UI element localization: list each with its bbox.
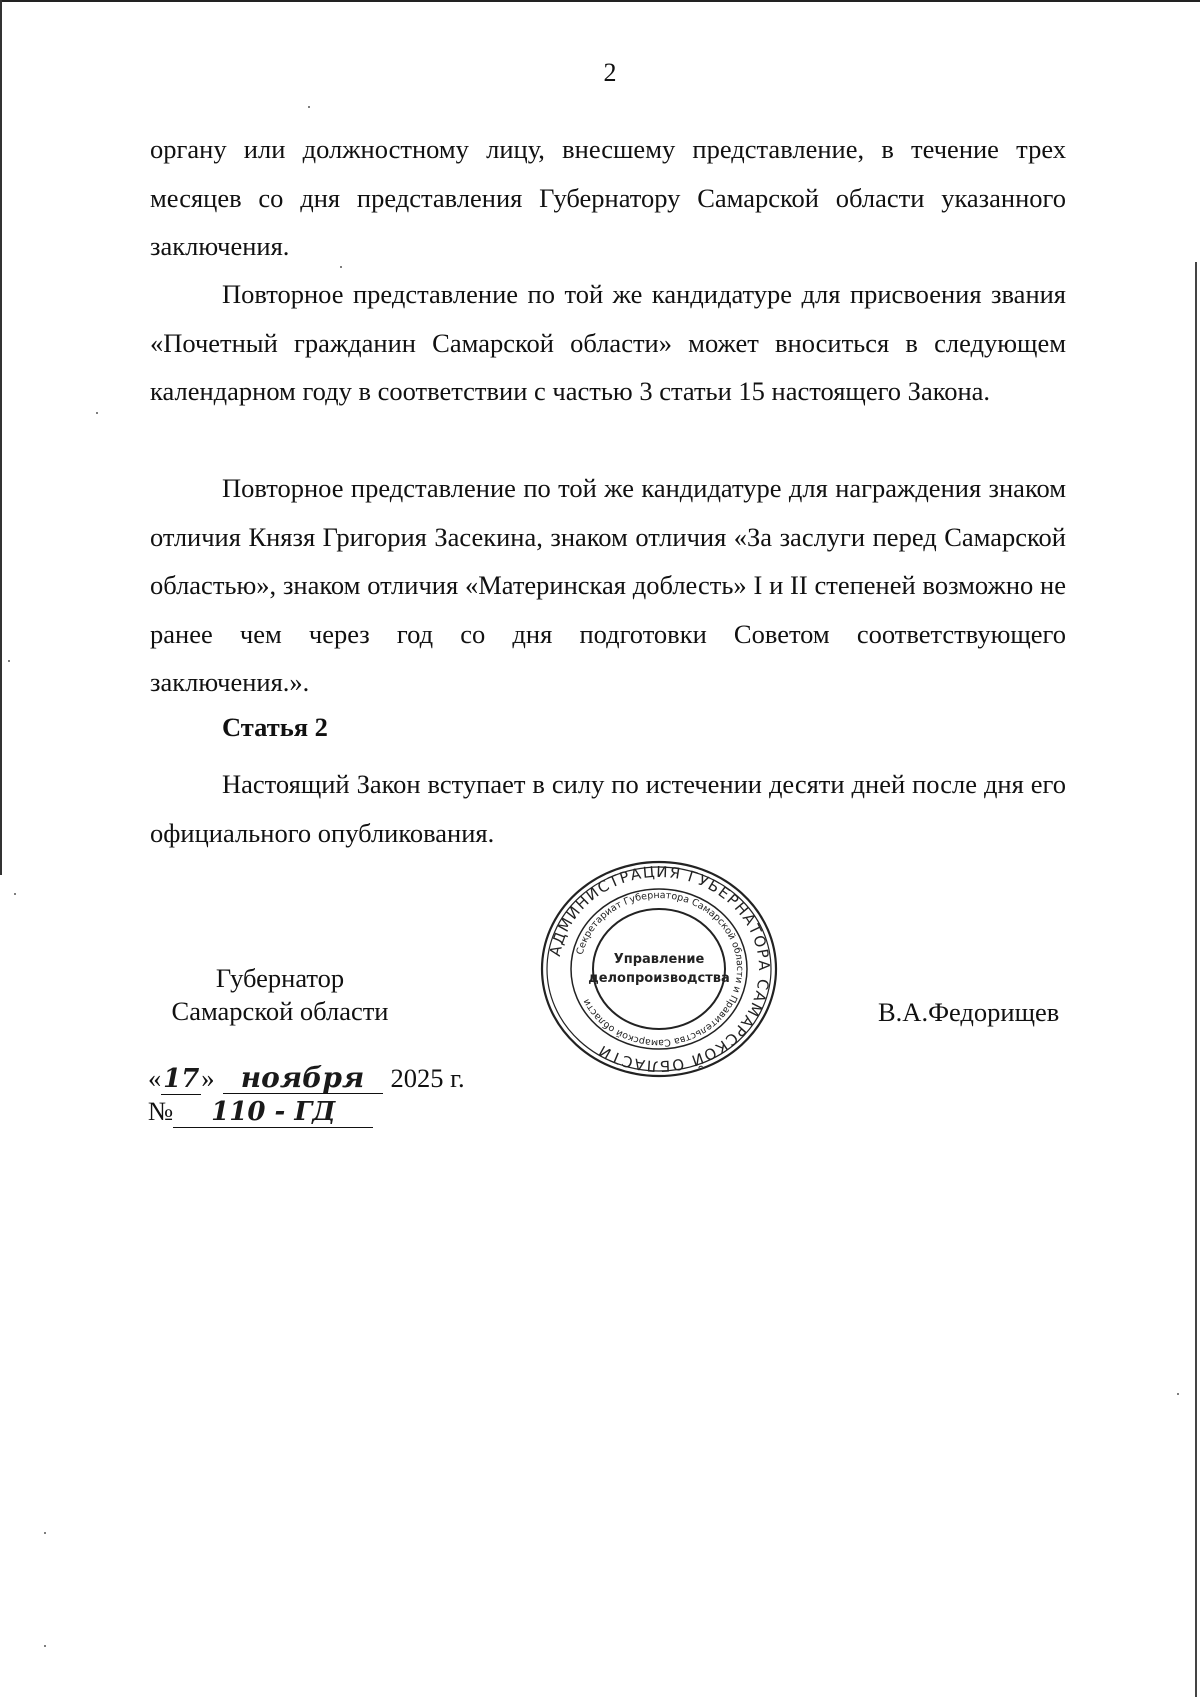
paragraph-1 [150, 125, 1066, 271]
scan-edge-left [0, 0, 2, 875]
date-open-quote: « [148, 1063, 162, 1093]
signatory-title-line-1: Губернатор [215, 963, 345, 993]
seal-center-line-2: делопроизводства [588, 971, 730, 986]
scan-speck [14, 893, 16, 895]
date-year: 2025 г. [390, 1063, 465, 1093]
number-sign: № [148, 1096, 174, 1126]
scan-speck [8, 660, 10, 662]
signatory-name: В.А.Федорищев [878, 997, 1060, 1027]
signatory-title-line-2: Самарской области [171, 996, 389, 1026]
paragraph-text: Настоящий Закон вступает в силу по истечении десяти дней после дня его официального опубликования. [150, 769, 1066, 848]
seal-outer-text: АДМИНИСТРАЦИЯ ГУБЕРНАТОРА САМАРСКОЙ ОБЛАСТИ [545, 862, 774, 1076]
scan-speck [96, 412, 98, 414]
article-heading: Статья 2 [222, 712, 328, 742]
date-close-quote: » [201, 1063, 215, 1093]
document-number-line [148, 1096, 373, 1128]
scan-speck [308, 106, 310, 108]
paragraph-3 [150, 464, 1066, 707]
scan-speck [44, 1532, 46, 1534]
scan-speck [1177, 1393, 1179, 1395]
date-day-handwritten: 17 [163, 1064, 200, 1094]
seal-center-line-1: Управление [613, 952, 705, 967]
paragraph-2 [150, 270, 1066, 416]
scan-edge-top [0, 0, 1200, 2]
official-seal [538, 858, 780, 1080]
paragraph-text: Повторное представление по той же кандидатуре для награждения знаком отличия Князя Григория Засекина, знаком отличия «За заслуги перед Самарской областью», знаком отличия «Материнская доблесть» I и II степеней возможно не ранее чем через год со дня подготовки Советом соответствующего заключения.». [150, 473, 1066, 697]
seal-inner-text: Секретариат Губернатора Самарской области и Правительства Самарской области [574, 889, 746, 1049]
scan-speck [44, 1645, 46, 1647]
paragraph-text: органу или должностному лицу, внесшему представление, в течение трех месяцев со дня представления Губернатору Самарской области указанного заключения. [150, 134, 1066, 261]
scan-edge-right [1195, 262, 1197, 1697]
paragraph-text: Повторное представление по той же кандидатуре для присвоения звания «Почетный гражданин Самарской области» может вноситься в следующем календарном году в соответствии с частью 3 статьи 15 настоящего Закона. [150, 279, 1066, 406]
paragraph-4 [150, 760, 1066, 857]
date-line [148, 1063, 465, 1095]
date-month-handwritten: ноября [223, 1063, 383, 1094]
signatory-title [150, 962, 410, 1028]
document-number-handwritten: 110 - ГД [173, 1097, 373, 1128]
page-number: 2 [603, 58, 617, 87]
svg-text:Секретариат Губернатора Самарс [575, 890, 745, 1048]
